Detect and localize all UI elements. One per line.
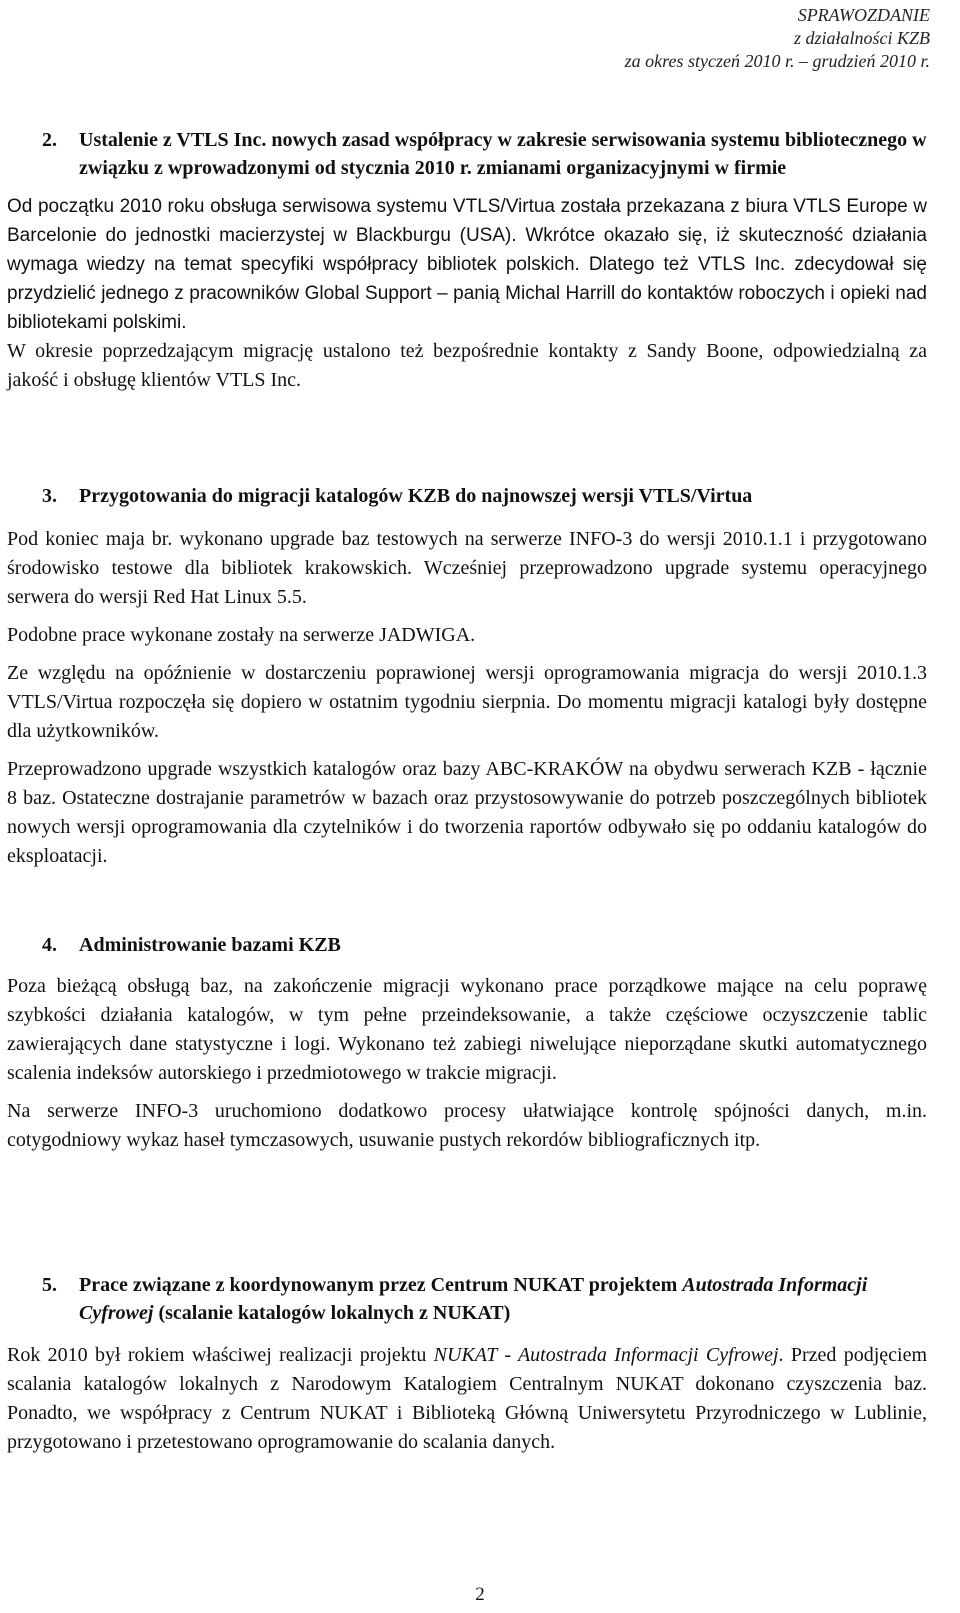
section-5-heading <box>7 1272 927 1327</box>
section-3 <box>7 483 927 871</box>
section-number: 3. <box>42 485 57 507</box>
paragraph-text: . Przed podjęciem scalania katalogów lokalnych z Narodowym Katalogiem Centralnym NUKAT dokonano czyszczenia baz. Ponadto, we współpracy z Centrum NUKAT i Biblioteką Główną Uniwersytetu Przyrodniczego w Lublinie, przygotowano i przetestowano oprogramowanie do scalania danych. <box>7 1344 928 1453</box>
section-number: 2. <box>42 129 57 151</box>
header-subtitle: z działalności KZB <box>793 28 930 48</box>
header-period: za okres styczeń 2010 r. – grudzień 2010 r. <box>624 51 930 71</box>
header-title: SPRAWOZDANIE <box>797 5 930 25</box>
project-name: Autostrada Informacji Cyfrowej <box>79 1274 868 1324</box>
paragraph-text: Rok 2010 był rokiem właściwej realizacji projektu <box>7 1344 434 1366</box>
paragraph: Podobne prace wykonane zostały na serwerze JADWIGA. <box>7 623 476 646</box>
section-title: Ustalenie z VTLS Inc. nowych zasad współpracy w zakresie serwisowania systemu bibliotecznego w związku z wprowadzonymi od stycznia 2010 r. zmianami organizacyjnymi w firmie <box>79 129 927 179</box>
section-3-heading <box>7 483 927 511</box>
paragraph: Ze względu na opóźnienie w dostarczeniu poprawionej wersji oprogramowania migracja do wersji 2010.1.3 VTLS/Virtua rozpoczęła się dopiero w ostatnim tygodniu sierpnia. Do momentu migracji katalogi były dostępne dla użytkowników. <box>7 661 927 742</box>
section-number: 4. <box>42 934 57 956</box>
section-2 <box>7 127 927 395</box>
section-title: Prace związane z koordynowanym przez Centrum NUKAT projektem <box>79 1274 683 1296</box>
page-number: 2 <box>475 1584 485 1605</box>
paragraph: W okresie poprzedzającym migrację ustalono też bezpośrednie kontakty z Sandy Boone, odpowiedzialną za jakość i obsługę klientów VTLS Inc. <box>7 340 927 391</box>
project-name: NUKAT - Autostrada Informacji Cyfrowej <box>433 1344 779 1366</box>
section-title-suffix: (scalanie katalogów lokalnych z NUKAT) <box>153 1301 511 1324</box>
paragraph: Od początku 2010 roku obsługa serwisowa systemu VTLS/Virtua została przekazana z biura VTLS Europe w Barcelonie do jednostki macierzystej w Blackburgu (USA). Wkrótce okazało się, iż skuteczność działania wymaga wiedzy na temat specyfiki współpracy bibliotek polskich. Dlatego też VTLS Inc. zdecydował się przydzielić jednego z pracowników Global Support – panią Michal Harrill do kontaktów roboczych i opieki nad bibliotekami polskimi. <box>7 196 927 333</box>
section-4-heading <box>7 932 927 960</box>
paragraph <box>7 1341 927 1457</box>
paragraph: Poza bieżącą obsługą baz, na zakończenie migracji wykonano prace porządkowe mające na celu poprawę szybkości działania katalogów, w tym pełne przeindeksowanie, a także częściowe oczyszczenie tablic zawierających dane statystyczne i logi. Wykonano też zabiegi niwelujące nieporządane skutki automatycznego scalenia indeksów autorskiego i przedmiotowego w trakcie migracji. <box>7 974 927 1084</box>
paragraph: Pod koniec maja br. wykonano upgrade baz testowych na serwerze INFO-3 do wersji 2010.1.1 i przygotowano środowisko testowe dla bibliotek krakowskich. Wcześniej przeprowadzono upgrade systemu operacyjnego serwera do wersji Red Hat Linux 5.5. <box>7 527 927 608</box>
section-2-heading <box>7 127 927 182</box>
document-header <box>625 4 930 73</box>
section-5 <box>7 1272 927 1457</box>
section-number: 5. <box>42 1274 57 1296</box>
section-title: Przygotowania do migracji katalogów KZB do najnowszej wersji VTLS/Virtua <box>79 485 753 507</box>
section-4 <box>7 932 927 1155</box>
paragraph: Na serwerze INFO-3 uruchomiono dodatkowo procesy ułatwiające kontrolę spójności danych, m.in. cotygodniowy wykaz haseł tymczasowych, usuwanie pustych rekordów bibliograficznych itp. <box>7 1099 927 1151</box>
paragraph: Przeprowadzono upgrade wszystkich katalogów oraz bazy ABC-KRAKÓW na obydwu serwerach KZB - łącznie 8 baz. Ostateczne dostrajanie parametrów w bazach oraz przystosowywanie do potrzeb poszczególnych bibliotek nowych wersji oprogramowania dla czytelników i do tworzenia raportów odbywało się po oddaniu katalogów do eksploatacji. <box>7 757 927 867</box>
section-title: Administrowanie bazami KZB <box>79 934 341 956</box>
